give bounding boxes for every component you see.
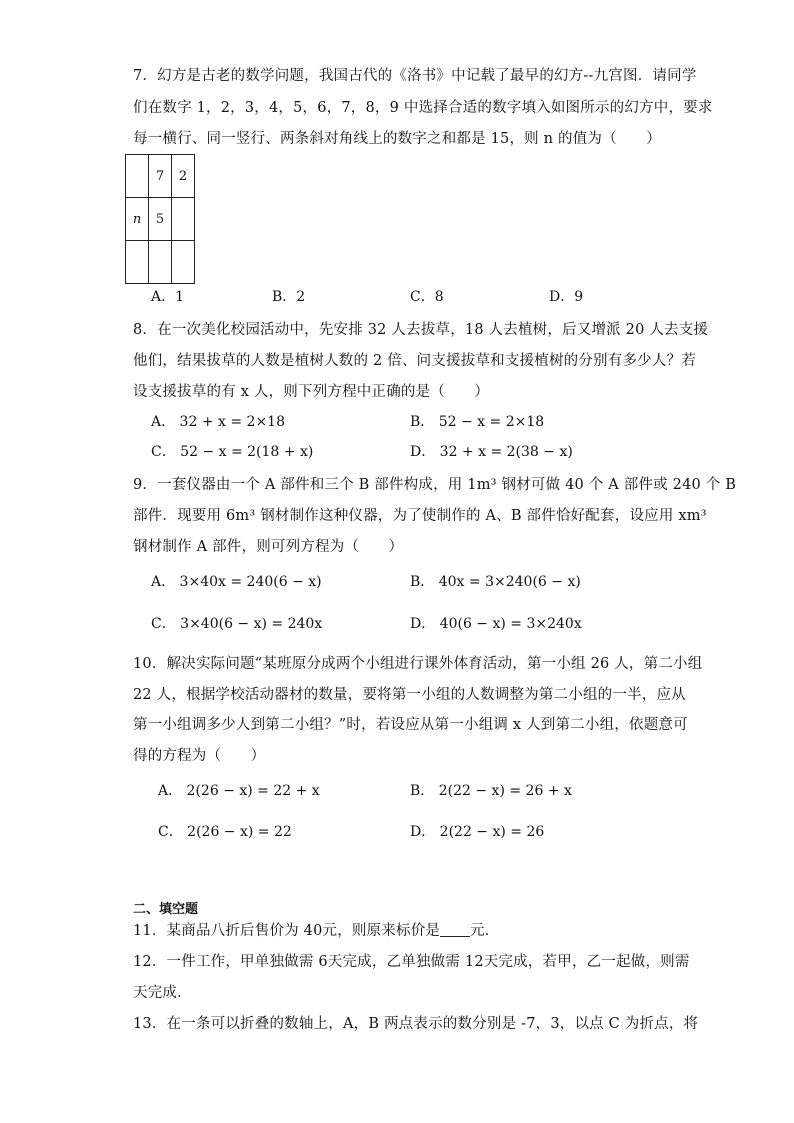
q8-line-1: 8．在一次美化校园活动中，先安排 32 人去拔草，18 人去植树，后又增派 20 人去支援	[133, 322, 709, 338]
q7-line-3: 每一横行、同一竖行、两条斜对角线上的数字之和都是 15，则 n 的值为（ ）	[133, 131, 661, 147]
q10-option-a[interactable]: A． 2(26 − x) = 22 + x	[158, 783, 320, 799]
q10-line-4: 得的方程为（ ）	[133, 748, 266, 764]
q9-option-b[interactable]: B． 40x = 3×240(6 − x)	[410, 574, 581, 590]
q10-line-3: 第一小组调多少人到第二小组？”时，若设应从第一小组调 x 人到第二小组，依题意可	[133, 717, 688, 733]
q9-option-d[interactable]: D． 40(6 − x) = 3×240x	[410, 616, 582, 632]
q7-option-b[interactable]: B．2	[272, 289, 306, 305]
q7-option-c[interactable]: C．8	[410, 289, 444, 305]
grid-cell	[126, 241, 149, 284]
q9-line-2: 部件．现要用 6m³ 钢材制作这种仪器，为了使制作的 A、B 部件恰好配套，设应用 xm³	[133, 508, 707, 524]
q7-option-d[interactable]: D．9	[549, 289, 584, 305]
q10-line-1: 10．解决实际问题“某班原分成两个小组进行课外体育活动，第一小组 26 人，第二小组	[133, 656, 703, 672]
grid-cell: 7	[149, 155, 172, 198]
q10-option-b[interactable]: B． 2(22 − x) = 26 + x	[410, 783, 572, 799]
q9-line-3: 钢材制作 A 部件，则可列方程为（ ）	[133, 539, 404, 555]
q8-line-3: 设支援拔草的有 x 人，则下列方程中正确的是（ ）	[133, 384, 490, 400]
grid-cell	[126, 155, 149, 198]
grid-cell: 2	[172, 155, 195, 198]
q12-line-2: 天完成．	[133, 985, 192, 1001]
q8-option-b[interactable]: B． 52 − x = 2×18	[410, 414, 545, 430]
grid-cell	[172, 198, 195, 241]
q11-answer-blank[interactable]	[440, 922, 470, 937]
q11-text-after: 元．	[470, 923, 500, 939]
q8-option-a[interactable]: A． 32 + x = 2×18	[151, 414, 285, 430]
q8-option-d[interactable]: D． 32 + x = 2(38 − x)	[410, 444, 573, 460]
q9-option-c[interactable]: C． 3×40(6 − x) = 240x	[151, 616, 323, 632]
grid-cell	[172, 241, 195, 284]
q7-line-1: 7．幻方是古老的数学问题，我国古代的《洛书》中记载了最早的幻方--九宫图．请同学	[133, 68, 697, 84]
q10-line-2: 22 人，根据学校活动器材的数量，要将第一小组的人数调整为第二小组的一半，应从	[133, 687, 686, 703]
q9-option-a[interactable]: A． 3×40x = 240(6 − x)	[151, 574, 322, 590]
q7-option-a[interactable]: A．1	[151, 289, 185, 305]
grid-cell	[149, 241, 172, 284]
q11-line	[133, 921, 500, 941]
section-heading: 二、填空题	[133, 902, 199, 917]
q10-option-c[interactable]: C． 2(26 − x) = 22	[158, 824, 292, 840]
q7-line-2: 们在数字 1，2，3，4，5，6，7，8，9 中选择合适的数字填入如图所示的幻方中，要求	[133, 100, 713, 116]
q10-option-d[interactable]: D． 2(22 − x) = 26	[410, 824, 545, 840]
q12-line-1: 12．一件工作，甲单独做需 6天完成，乙单独做需 12天完成，若甲，乙一起做，则需	[133, 954, 690, 970]
q13-line-1: 13．在一条可以折叠的数轴上，A，B 两点表示的数分别是 -7，3，以点 C 为折点，将	[133, 1016, 699, 1032]
grid-cell: 5	[149, 198, 172, 241]
q8-line-2: 他们，结果拔草的人数是植树人数的 2 倍、问支援拔草和支援植树的分别有多少人？若	[133, 353, 696, 369]
q9-line-1: 9．一套仪器由一个 A 部件和三个 B 部件构成，用 1m³ 钢材可做 40 个 A 部件或 240 个 B	[133, 477, 737, 493]
q11-text-before: 11．某商品八折后售价为 40元，则原来标价是	[133, 923, 441, 939]
q8-option-c[interactable]: C． 52 − x = 2(18 + x)	[151, 444, 314, 460]
magic-square-grid	[125, 154, 195, 284]
grid-cell: n	[126, 198, 149, 241]
